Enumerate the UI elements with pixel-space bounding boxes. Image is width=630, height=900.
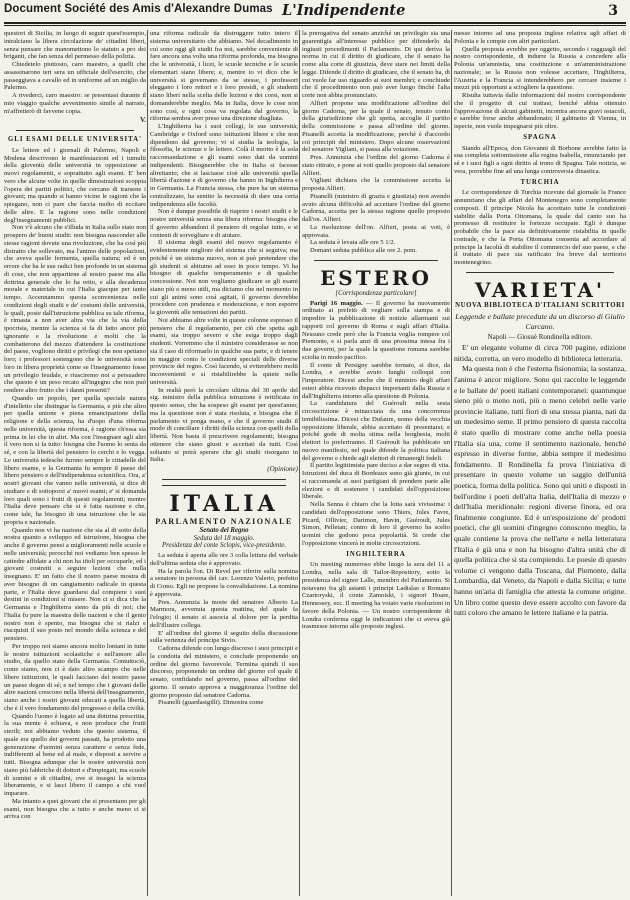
header-rule-thin [4,25,626,26]
header-rule [4,22,626,24]
watermark-text: Document Société des Amis d'Alexandre Dumas [4,3,273,15]
article-separator [466,272,614,273]
paragraph: Risulta tuttavia dalle informazioni del nostro corrispondente che il progetto di cui trattasi, benché abbia ottenuto l'approvazione di alcuni gabinetti, incontra ancora gravi ostacoli, e sarebbe forse anche abbandonato; il gabinetto di Vienna, in ispecie, non vuole impegnarsi più oltre. [454,92,626,130]
paragraph: La risoluzione dell'on. Alfieri, posta ai voti, è approvata. [302,223,450,239]
paragraph: — Il governo ha nuovamente ordinato ai prefetti di vegliare sulla stampa e di impedire la pubblicazione di notizie allarmanti sui rapporti col governo di Roma e sugli affari d'Italia. Nessuno crede però che la Francia voglia rompere col Piemonte, e si parla anzi di una prossima intesa fra i due governi, per la quale la questione romana sarebbe sciolta in modo pacifico. [302,299,450,361]
paragraph: Il conte di Persigny sarebbe tornato, si dice, da Londra, e avrebbe avuto lunghi colloqui con l'imperatore. Dicesi anche che il ministro degli affari esteri abbia ricevuto dispacci importanti dalla Russia e dall'Inghilterra intorno alla questione di Polonia. [302,361,450,400]
country-heading: SPAGNA [523,133,557,141]
paragraph: Ha la parola l'on. Di Revel per riferire sulla nomina a senatore in persona del cav. Lorenzo Valerio, prefetto di Como. Egli ne propone la convalidazione. La nomina è approvata. [150,567,298,598]
paragraph: messe intorno ad una proposta inglese relativa agli affari di Polonia e le compie con altri particolari. [454,30,626,45]
column-3 [302,30,450,896]
section-heading-italia: ITALIA [169,490,279,517]
paragraph: Pisanelli (guardasigilli). Dimostra come [158,699,264,707]
article-separator [16,130,134,131]
newspaper-masthead: L'Indipendente [282,2,406,19]
paragraph: L'Inghilterra ha i suoi collegi, le sue università; Cambridge e Oxford sono istituzioni libere e che non dipendono dal governo; vi si studia la teologia, la filosofia, le scienze e le lettere. Colà il merito è la sola raccomandazione e gli esami sono dati da uomini indipendenti. Bisognerebbe che in Italia si facesse altrettanto; che si lasciasse cioè alle università quella libertà d'azione e di governo che hanno in Inghilterra e in Germania. La Francia stessa, che pure ha un sistema centralizzato, ha sentito la necessità di dare una certa indipendenza alle facoltà. [150,123,298,208]
column-divider [299,30,300,896]
paragraph: Chiedetelo piuttosto, caro maestro, a quelli che assassinarono ieri sera un ufficiale dell'esercito, che passeggiava a cavallo ed in uniforme ad un miglio da Palermo. [4,61,146,92]
paragraph: Vigliani dichiara che la commissione accetta la proposta Alfieri. [302,177,450,192]
article-separator [162,485,286,486]
column-2 [150,30,298,896]
paragraph: Ma questa non è che l'esterna fisionomia; la sostanza, l'anima è ancor migliore. Sono qui raccolte le leggende e le ballate de' poeti italiani contemporanei: quantunque sieno più o meno noti, più o meno celebri nelle varie provincie italiane, tutti fiori di una stessa pianta, nati da un medesimo seme. Il primo pensiero di questa raccolta è stato quello di mostrare come anche nella poesia l'Italia sia una, come il sentimento nazionale, benché espresso in diverse forme, abbia sempre il medesimo fondamento. Il Rondinella fa prova l'iniziativa di presentare in questo volume un saggio dell'unità poetica, forma della politica. Sono qui uniti e disposti in bell'ordine i poeti dell'alta Italia, dell'Italia di mezzo e dell'Italia meridionale: regioni diverse finora, ed ora finalmente congiunte. Ed è un'esposizione de' prodotti poetici, che gli uomini d'ingegno conoscono meglio, la quale contiene la prova che nell'arte e nella letteratura l'Italia è già una e non ha bisogno d'altra unità che di quella politica che si sta compiendo. Le poesie di questo volume ci vengono dalla Toscana, dal Piemonte, dalla Lombardia, dal Veneto, da Napoli e dalla Sicilia; e tutte hanno un'aria di famiglia che attesta la comune origine. Un libro come questo deve essere accolto con favore da tutti coloro che amano le lettere italiane e la patria. [454,364,626,618]
paragraph: E' all'ordine del giorno il seguito della discussione sulla vertenza del principe Sivio. [150,629,298,645]
paragraph: Quella proposta avrebbe per oggetto, secondo i ragguagli del nostro corrispondente, di indurre la Russia a concedere alla Polonia un'amnistia, una costituzione e un'amministrazione nazionale; se la Russia non volesse accettare, l'Inghilterra, l'Austria e la Francia si intenderebbero per cercare insieme i mezzi più opportuni a sciogliere la questione. [454,45,626,92]
section-heading-varieta: VARIETA' [474,277,606,302]
column-1 [4,30,146,896]
paragraph: Il sistema degli esami del nuovo regolamento è evidentemente migliore del sistema che si seguiva; ma poiché è un sistema nuovo, non si può pretendere che gli studenti si abituino ad esso in poco tempo. Vi ha bisogno di qualche temperamento e di qualche concessione. Noi non vogliamo giudicare se gli esami siano più o meno utili, ma diciamo che nel momento in cui gli animi sono così agitati, il governo dovrebbe procedere con prudenza e moderazione, e non esporre la gioventù alle tentazioni dei partiti. [150,239,298,316]
paragraph: Noi abbiamo altre volte in queste colonne espresso il pensiero che il regolamento, per ciò che spetta agli esami, sia troppo severo e che esiga troppo dagli studenti. Vorremmo che il ministro considerasse se non sia il caso di riformarlo in qualche sua parte, e di tenere in maggior conto le condizioni speciali delle diverse provincie del regno. Così facendo, si eviterebbero molti inconvenienti e si ristabilirebbe la quiete nelle università. [150,316,298,386]
paragraph: Pisanelli (ministro di grazia e giustizia) non avendo avuto alcuna difficoltà ad accettare l'ordine del giorno Cadorna, accetta per la stessa ragione quello proposto dall'on. Alfieri. [302,192,450,223]
paragraph: Quando un popolo, per quella speciale natura d'intelletto che distingue la Germania, e più che altro per quella unione e piena emancipazione della religione e della scienza, ha d'uopo d'una riforma nelle università, questa riforma, è ragione ch'essa sia prima in lei che in altri. Ma con l'insegnare agli altri il vero non si fa tutto: bisogna che l'uomo lo senta da sé, e con la libertà del pensiero lo cerchi e lo vegga. Le università tedesche furono sempre le cittadelle del libero esame, e la Germania fu sempre il paese del libero pensiero e dell'indipendenza scientifica. Ora, a' nostri giovani che vanno nelle università, si dice di studiare e di sottoporsi a' nuovi esami; e' si domanda loro quali sono i frutti di questi regolamenti; mentre l'Italia deve pensare che si è fatta nazione e che, come tale, ha bisogno di una istruzione che le sia propria e nazionale. [4,394,146,526]
publisher-line: Napoli — Giosuè Rondinella editore. [487,332,593,341]
paragraph: Le corrispondenze di Turchia ricevute dal giornale la France annunziano che gli affari del Montenegro sono completamente composti. Il principe Nicola ha accettato tutte le condizioni stabilite dalla Porta Ottomana, la quale dal canto suo ha promesso di restituire le fortezze occupate. Egli è dunque probabile che la pace sia definitivamente ristabilita in quelle contrade, e che la Porta Ottomana consenta ad accordare al principe la facoltà di stabilire il commercio del suo paese, e che il trattato di pace sia ratificato fra breve dal territorio montenegrino. [454,189,626,266]
paragraph: la prerogativa del senato anziché un privilegio sia una guarentigia all'interesse pubblico per difenderlo da ingiusti procedimenti il Parlamento. Di qui deriva la norma in cui il diritto di giudicare, che il senato ha come alta corte di giustizia, deve stare nei limiti della legge. Difende il diritto di giudicare, che il senato ha, di cui vuole far uso riguardo ai suoi membri; e conchiude che il procedimento non può aver luogo finché l'alta corte non abbia pronunciato. [302,30,450,99]
article-heading: GLI ESAMI DELLE UNIVERSITA' [8,136,142,143]
paragraph: Stando all'Epoca, don Giovanni di Borbone avrebbe fatto la sua completa sottomissione alla regina Isabella, rinunciando per sé e i suoi figli a ogni diritto al trono di Spagna. Tale notizia, se vera, porrebbe fine ad una lunga controversia dinastica. [454,144,626,175]
paragraph: una riforma radicale da distruggere tutto intero il sistema universitario che abbiamo. Nel decadimento in cui sono oggi gli studii fra noi, sarebbe conveniente di fare ancora una volta una riforma profonda, ma bisogna che le università, i licei, le scuole tecniche e le scuole elementari siano libere; e, mentre io vi dico che le università si governano da se stesse, i professori eleggano i loro rettori e i loro presidi, e gli studenti siano liberi nella scelta delle lezioni e dei corsi, non si domanderebbe meglio. Ma in Italia, dove le cose non sono così, e ogni cosa va regolata dal governo, la riforma sembra aver preso una direzione sbagliata. [150,30,298,123]
paragraph: Non v'è alcuno che s'illuda in Italia sullo stato non prospero de' buoni studii: non bisogna nasconder alle stesse ragioni dovute una rivoluzione, che ha così più distratto che sollevato, ma l'animo delle popolazioni, che aveva quelle fermenta, quella natura; ed è un errore che ha le sue radici ben profonde in un sistema di cose, che non appartiene al nostro paese ma alla dottrina generale che lo ha retto, e alla decadenza morale e materiale in cui l'Italia giacque per tanto tempo. Accennammo questa sconvenienza nelle condizioni degli studii e de' costumi delle università, le quali, poste dall'istruzione pubblica su tale riforma, è rimasta a non aver altra via che la via della ipocrisia, mentre la scienza si fa di fatto ancor più ignorante e la rivoluzione e molti che la combatterono del mezzo d'attendere la costituzione del paese, vogliono diritti e privilegi che non spettano loro; i professori sostengono che le università sono loro in libera proprietà come se l'insegnamento fosse un privilegio feudale, e riusciremo noi a persuadere che questo è un peso recato all'ingegno che non può rendere altro frutto che i danni presenti? [4,224,146,394]
page-number: 3 [608,3,618,19]
paragraph: questori di Sicilia, in luogo di seguir quest'esempio, intralciano la libera circolazione de' cittadini liberi, senza pensare che manomettono lo statuto a pro dei briganti, che fan senza del permesso della polizia. [4,30,146,61]
column-4 [454,30,626,896]
paragraph: Alfieri propone una modificazione all'ordine del giorno Cadorna, per la quale il senato, tenuto conto della giurisdizione che gli spetta, accoglie il partito della commissione e passa all'ordine del giorno. Pisanelli accetta la modificazione, perchè è d'accordo coi principii del ministero. Dopo alcune osservazioni del senatore Vigliani, si passa alla votazione. [302,99,450,154]
paragraph: Ma intanto a quei giovani che si presentano per gli esami, non bisogna che a tutto e anche meno ci si arriva con [4,797,146,821]
column-divider [147,30,148,896]
paragraph: Nella Senna è chiaro che la lotta sarà vivissima: i candidati dell'opposizione sono Thiers, Jules Favre, Picard, Ollivier, Darimon, Havin, Guéroult, Jules Simon, Pelletan; contro di loro il governo ha scelto uomini che godono poca popolarità. Si crede che l'opposizione vincerà in molte circoscrizioni. [302,501,450,547]
country-heading: INGHILTERRA [346,550,406,558]
paragraph: In realtà però la circolare ultima del 30 aprile del sig. ministro della pubblica istruzione è rettificata in questo senso, che ha sospeso gli esami per quest'anno; ma la questione non è stata risoluta, e bisogna che il parlamento vi ponga mano, e che il governo studii il modo di conciliare i diritti della scienza con quelli della libertà. Non basta il prescrivere regolamenti; bisogna ottenere che siano giusti e accettati da tutti. Così soltanto si potrà sperare che gli studii risorgano in Italia. [150,386,298,464]
dateline: Parigi 16 maggio. [310,299,363,307]
correspondence-note: [Corrispondenza particolare] [335,289,417,297]
article-signature: V. [140,116,146,125]
presidency-line: Presidenza del conte Sclopis, vice-presidente. [161,542,287,550]
column-divider [451,30,452,896]
article-separator [314,260,438,261]
book-title: Leggende e ballate precedute da un discorso di Giulio Carcano. [455,311,625,331]
senate-heading: Senato del Regno [199,526,249,534]
paragraph: E' un elegante volume di circa 700 pagine, edizione nitida, corretta, un vero modello di biblioteca letteraria. [454,343,626,363]
article-source: (Opinione) [267,465,298,473]
paragraph: Pres. Annunzia che l'ordine del giorno Cadorna è stato ritirato, e pone ai voti quello proposto dal senatore Alfieri. [302,154,450,177]
country-heading: TURCHIA [520,178,560,186]
paragraph: Per troppo noi siamo ancora molto lontani in tutte le nostre istituzioni scolastiche e nell'amore allo studio, da quello stato della Germania. Contuttociò, come siamo, non ci è dato altro scampo che nelle libere istituzioni, le quali facciano del nostro paese un paese degno di sé; e nel tempo che i giovani delle altre nazioni crescono nella libertà dell'insegnamento, siano anche i nostri giovani educati a quella libertà, che è il vero fondamento del progresso e della civiltà. [4,642,146,712]
paragraph: La seduta è aperta alle ore 3 colla lettura del verbale dell'ultima seduta che è approvato. [150,552,298,567]
section-subheading: NUOVA BIBLIOTECA D'ITALIANI SCRITTORI [455,301,625,309]
paragraph: Un meeting numeroso ebbe luogo la sera del 11 a Londra, nella sala di Tailor-Repository, sotto la presidenza del signor Lalle, membro del Parlamento. Si notavano fra gli astanti i principi Ladislao e Romano Czartoryski, il conte Zamoiski, i signori Hoare, Hennessey, ecc. Il meeting ha votato varie risoluzioni in favore della Polonia. — Un nostro corrispondente di Londra conferma oggi le indicazioni che ci aveva già trasmesse intorno alle proposte inglesi. [302,561,450,631]
article-separator [162,479,286,480]
section-subheading: PARLAMENTO NAZIONALE [155,516,293,526]
paragraph: Le lettere ed i giornali di Palermo, Napoli e Modena descrivono le manifestazioni ed i tumulti della gioventù delle università in opposizione ai nuovi regolamenti, e soprattutto agli esami. E' ben vero che alcune volte in quelle dimostrazioni scoppia l'opera dei partiti politici, che cercano di trarsene i giovani; ma quando si hanno vicine le ragioni che la spiegano, non ci pare che faccia molto di eccitare delle altre. E la ragione sono nelle condizioni degl'insegnamenti pubblici. [4,146,146,224]
paragraph: A rivederci, caro maestro: se presentasi durante il mio viaggio qualche avvenimento simile al narrato, m'affretterò di favvene copia. [4,92,146,115]
paragraph: Quando l'uomo è legato ad una dottrina prescritta, la sua mente è schiava, e non produce che frutti sterili; noi abbiamo veduto che questo sistema, il quale era quello dei governi passati, ha prodotto una generazione d'uomini senza carattere e senza fede, indifferenti al bene ed al male, e disposti a servire a tutti. Bisogna adunque che le nostre università non siano più fabbriche di dottori e d'impiegati, ma scuole di uomini e di cittadini, ove si insegni la scienza liberamente, e si lasci libero il campo a chi vuol imparare. [4,712,146,797]
paragraph: Quando non vi ha nazione che sia al di sotto della nostra quanto a sviluppo ed istruzione, bisogna che anche il governo pensi a miglioramenti nelle scuole e nelle università; perocché noi vediamo ben spesso le cattedre affidate a chi non ha titoli per occuparle, ed i giovani costretti a seguire lezioni che nulla insegnano. E' un fatto che il nostro paese mostra di aver bisogno di un cangiamento radicale in questa parte, e l'Italia deve guardarsi dal compiere i suoi destini in condizioni sì misere. Non ci si dica che la Germania e l'Inghilterra sieno da più di noi; che l'Italia fu pure la maestra delle nazioni e che il genio nostro non è spento, ma bisogna che si rialzi e riacquisti il suo posto nel mondo della scienza e del pensiero. [4,526,146,642]
paragraph: Cadorna difende con lungo discorso i suoi principii e la condotta del ministero, e conclude proponendo un ordine del giorno favorevole. Termina quindi il suo discorso, proponendo un ordine del giorno col quale il senato, confidando nel governo, passa all'ordine del giorno. Il senato approva a maggioranza l'ordine del giorno proposto dal senatore Cadorna. [150,645,298,699]
paragraph: Non è dunque possibile di riaprire i nostri studii e le nostre università senza una libera riforma: bisogna che il governo abbandoni il pensiero di regolar tutto, e si contenti di sorvegliare e di aiutare. [150,208,298,239]
paragraph: Pres. Annunzia la morte del senatore Alberto La Marmora, avvenuta questa mattina, del quale fa l'elogio; il senato si associa al dolore per la perdita dell'illustre collega. [150,598,298,629]
section-heading-estero: ESTERO [320,265,432,290]
paragraph: La seduta è levata alle ore 5 1/2. [310,239,396,247]
session-date: Seduta del 18 maggio. [193,534,255,542]
paragraph: Il partito legittimista pare deciso a dar segno di vita. Istruzioni del duca di Bordeaux sono già giunte, in cui si raccomanda ai suoi partigiani di prendere parte alle elezioni e di sostenere i candidati dell'opposizione liberale. [302,462,450,501]
paragraph: Domani seduta pubblica alle ore 2. pom. [310,247,417,254]
paragraph: La candidatura del Guéroult nella sesta circoscrizione è minacciata da una concorrenza temibilissima. Dicesi che Dufaure, uomo della vecchia opposizione liberale, abbia accettato di presentarsi; e poiché gode di molta stima nella borghesia, molti elettori lo preferiranno. Il Guéroult ha pubblicato un nuovo manifesto, nel quale difende la politica italiana del governo e chiede agli elettori di rimanergli fedeli. [302,400,450,462]
